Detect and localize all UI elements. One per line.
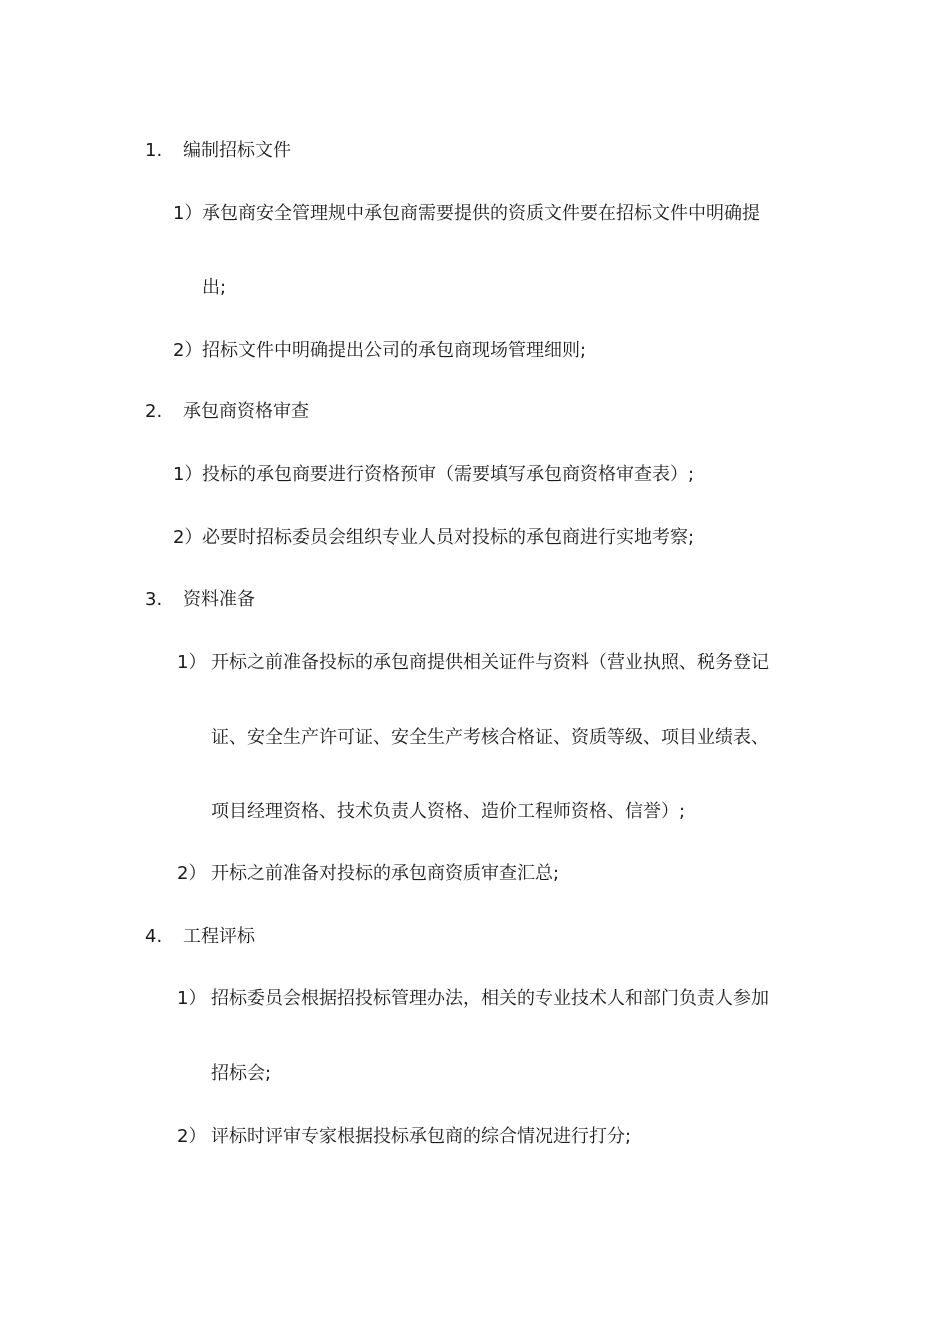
item-text-continuation: 项目经理资格、技术负责人资格、造价工程师资格、信誉）; <box>211 801 686 822</box>
item-text: 招标文件中明确提出公司的承包商现场管理细则; <box>202 340 587 361</box>
item-text: 承包商安全管理规中承包商需要提供的资质文件要在招标文件中明确提 <box>202 203 760 224</box>
section-number: 4. <box>145 926 163 947</box>
list-item <box>173 202 760 226</box>
item-text-continuation: 出; <box>202 277 227 298</box>
section-number: 2. <box>145 401 163 422</box>
item-text: 投标的承包商要进行资格预审（需要填写承包商资格审查表）; <box>202 464 695 485</box>
item-number: 2） <box>173 340 203 361</box>
list-item <box>177 1125 631 1149</box>
section-title: 工程评标 <box>183 926 255 947</box>
section-heading <box>145 400 309 424</box>
section-number: 3. <box>145 589 163 610</box>
item-number: 1） <box>173 203 203 224</box>
item-text: 开标之前准备投标的承包商提供相关证件与资料（营业执照、税务登记 <box>211 652 769 673</box>
list-item <box>177 987 769 1011</box>
section-title: 承包商资格审查 <box>183 401 309 422</box>
item-text-continuation: 证、安全生产许可证、安全生产考核合格证、资质等级、项目业绩表、 <box>211 727 769 748</box>
item-text-continuation: 招标会; <box>211 1063 272 1084</box>
section-number: 1. <box>145 140 163 161</box>
list-item <box>173 526 694 550</box>
list-item <box>173 339 586 363</box>
item-number: 1） <box>177 652 207 673</box>
section-heading <box>145 925 255 949</box>
section-heading <box>145 139 291 163</box>
list-item <box>177 862 559 886</box>
item-number: 1） <box>177 988 207 1009</box>
item-number: 2） <box>177 863 207 884</box>
item-text: 必要时招标委员会组织专业人员对投标的承包商进行实地考察; <box>202 527 695 548</box>
item-number: 2） <box>173 527 203 548</box>
list-item <box>173 463 694 487</box>
item-text: 评标时评审专家根据投标承包商的综合情况进行打分; <box>211 1126 632 1147</box>
list-item <box>177 651 769 675</box>
section-title: 编制招标文件 <box>183 140 291 161</box>
section-heading <box>145 588 255 612</box>
section-title: 资料准备 <box>183 589 255 610</box>
item-text: 招标委员会根据招投标管理办法，相关的专业技术人和部门负责人参加 <box>211 988 769 1009</box>
item-text: 开标之前准备对投标的承包商资质审查汇总; <box>211 863 560 884</box>
item-number: 2） <box>177 1126 207 1147</box>
item-number: 1） <box>173 464 203 485</box>
